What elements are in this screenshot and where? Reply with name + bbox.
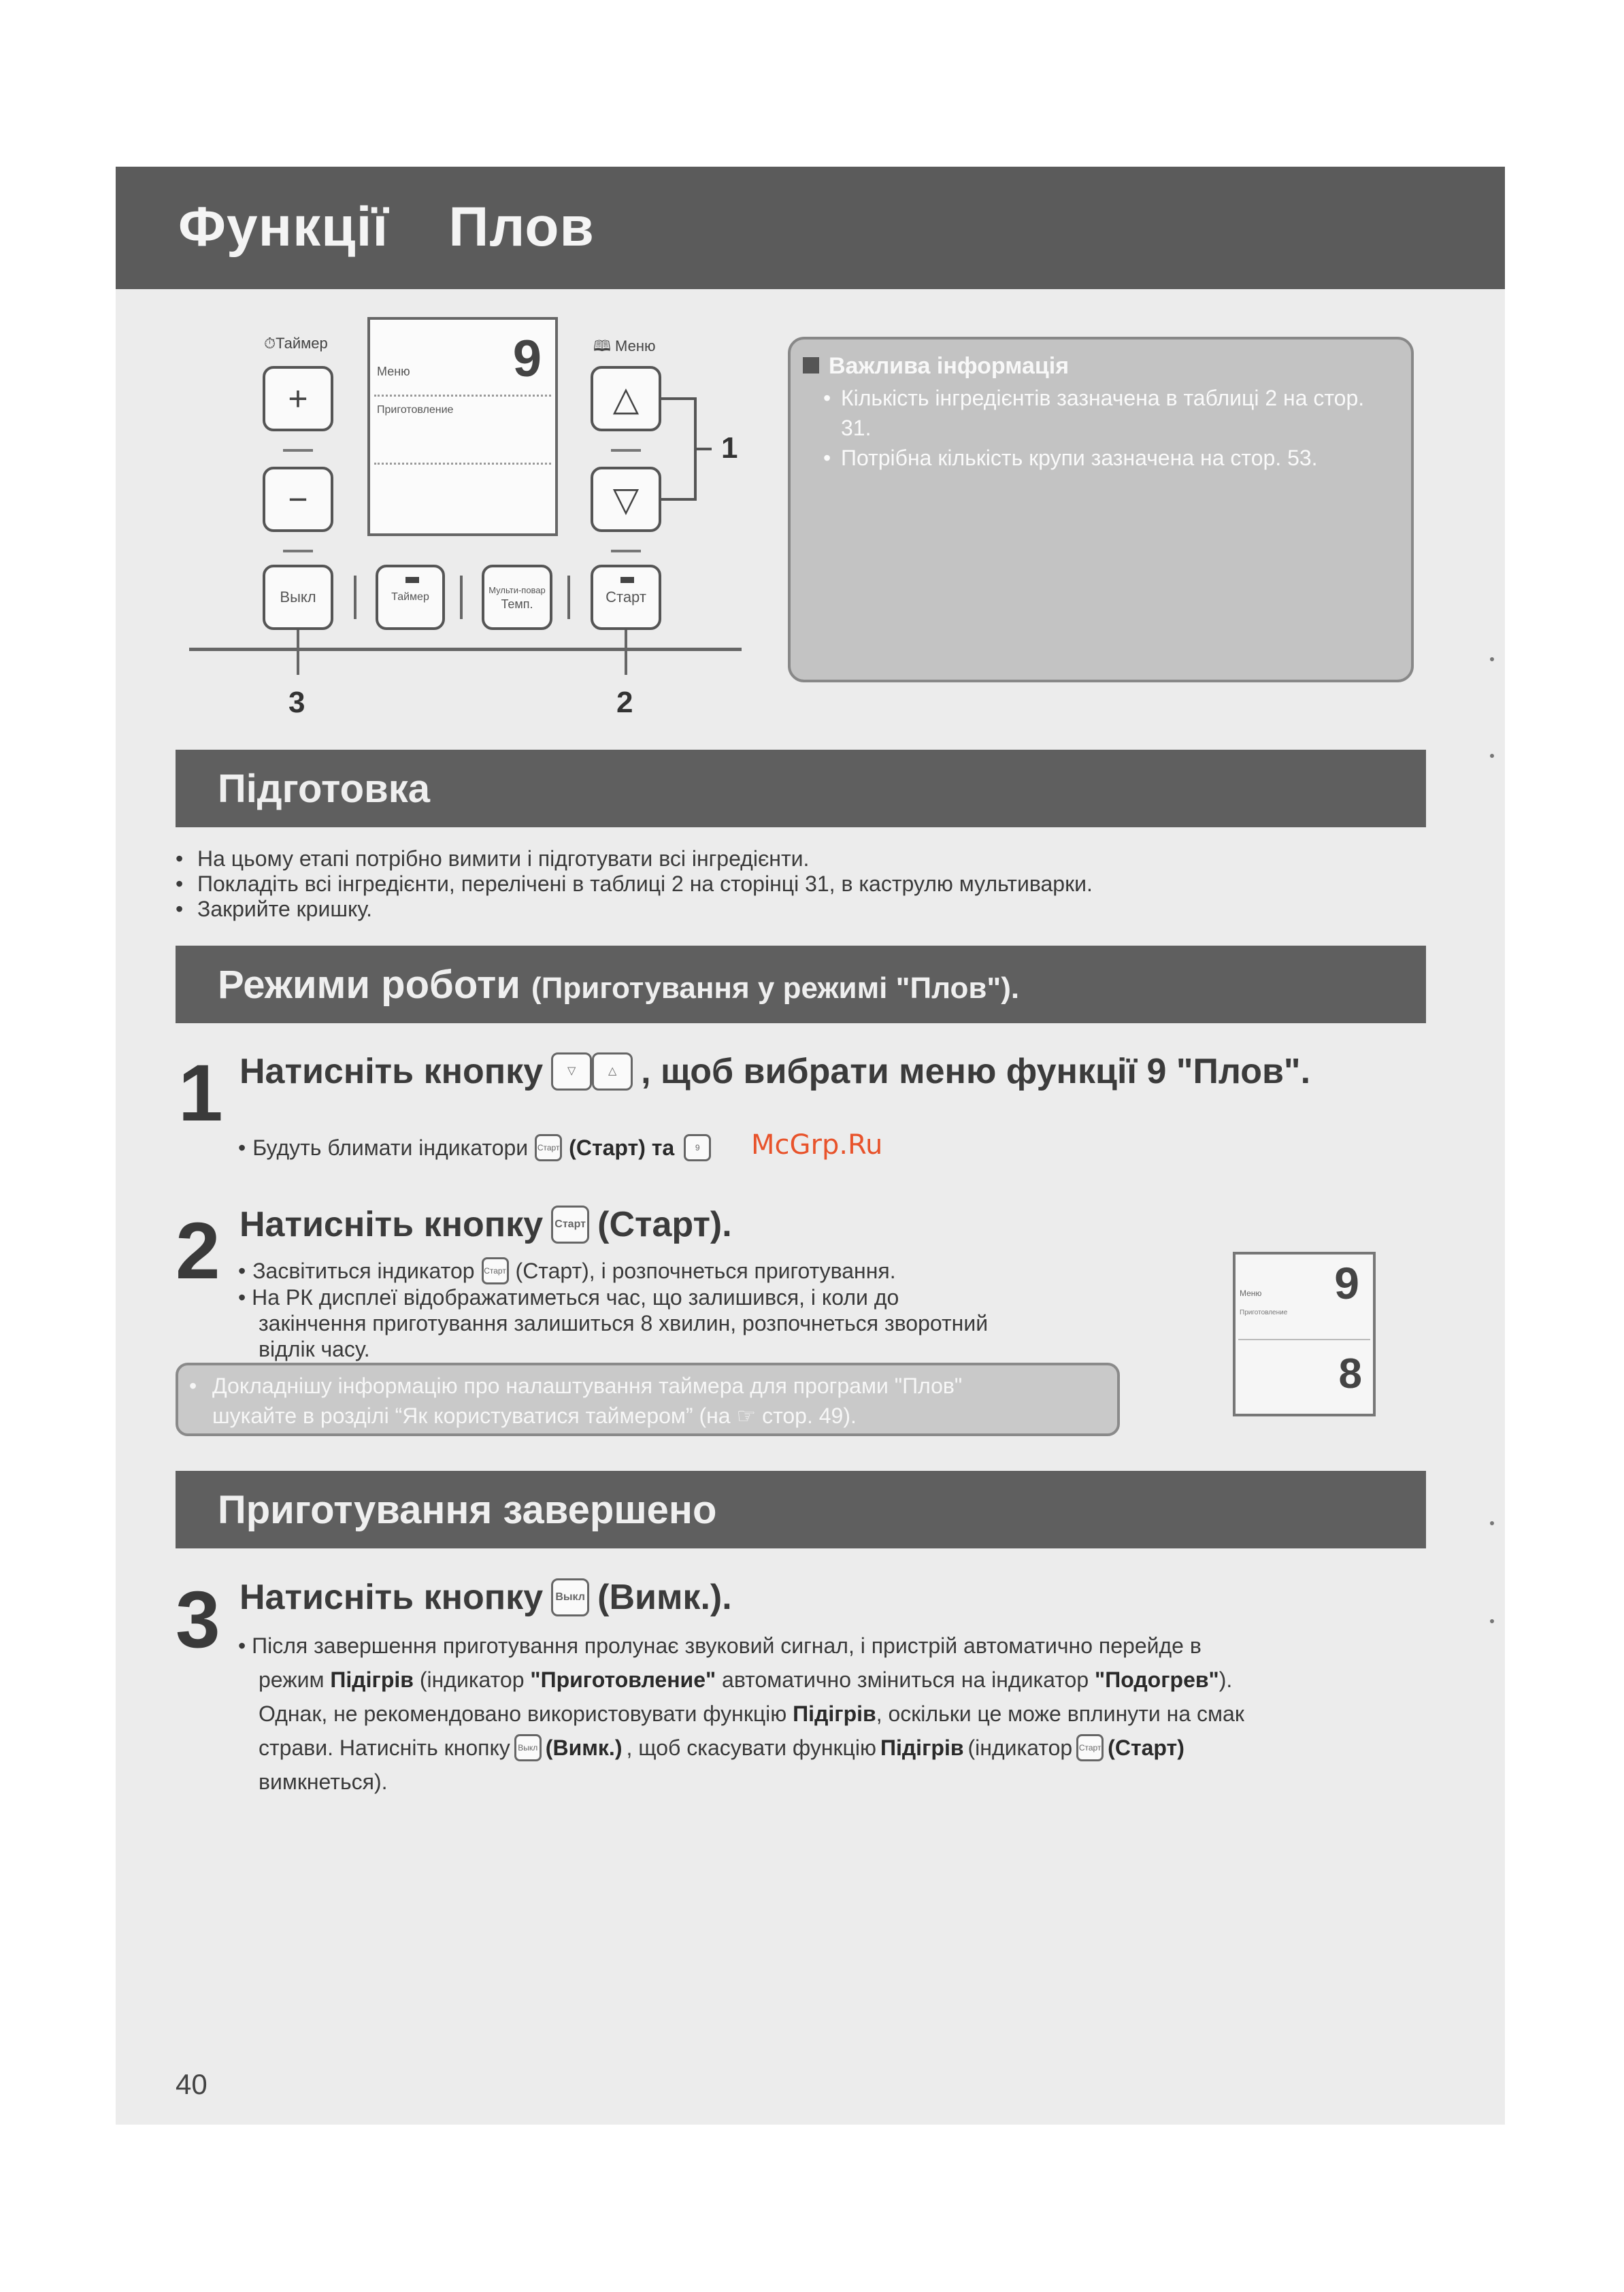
list-item: • Покладіть всі інгредієнти, перелічені в таблиці 2 на сторінці 31, в каструлю мультиварки. [176,871,1093,897]
divider [283,449,313,452]
down-key-icon: ▽ [551,1052,592,1091]
lcd-cooking-label: Приготовление [1240,1309,1288,1316]
start-key-icon: Старт [1076,1734,1104,1761]
lcd-minutes: 8 [1338,1350,1362,1397]
digit-indicator-icon: 9 [684,1134,711,1161]
section-done [176,1471,1426,1548]
scan-mark [1490,657,1494,661]
step-2-bullets: • Засвітиться індикатор Старт (Старт), і розпочнеться приготування. • На РК дисплеї відображатиметься час, що залишився, і коли до закінчення приготування залишиться 8 хвилин, розпочнеться зворотний відлік часу. [238,1259,989,1361]
callout-3: 3 [288,686,305,719]
timer-note-box [176,1363,1120,1436]
start-key-icon: Старт [551,1206,589,1244]
start-button[interactable]: Старт [591,565,661,630]
note-text: • Докладнішу інформацію про налаштування таймера для програми "Плов" шукайте в розділі “Як користуватися таймером” (на ☞ стор. 49). [212,1371,962,1431]
menu-label: 🕮 Меню [593,337,656,354]
step-3-text: • Після завершення приготування пролунає звуковий сигнал, і пристрій автоматично перейде в режим Підігрів (індикатор "Приготовление" автоматично зміниться на індикатор "Подогрев"). Однак, не рекомендовано використовувати функцію Підігрів, оскільки це може вплинути на смак страви. Натисніть кнопку Выкл (Вимк.) , щоб скасувати функцію Підігрів (індикатор Старт (Старт) вимкнеться). [238,1633,1244,1794]
step-3-heading: Натисніть кнопку Выкл (Вимк.). [239,1578,732,1617]
scan-mark [1490,754,1494,758]
callout-2: 2 [616,686,633,719]
lcd-countdown-display [1233,1252,1376,1416]
step-1-heading: Натисніть кнопку ▽ △ , щоб вибрати меню функції 9 "Плов". [239,1052,1311,1091]
section-title: Приготування завершено [218,1488,717,1532]
important-info-box [788,337,1414,682]
section-modes [176,946,1426,1023]
lcd-digit: 9 [1334,1258,1359,1308]
divider [611,550,641,552]
lcd-digit: 9 [512,330,542,388]
list-item: • Закрийте кришку. [176,897,1093,922]
info-list [823,383,1388,473]
scan-mark [1490,1619,1494,1623]
lcd-menu-label: Меню [1240,1289,1262,1298]
off-key-icon: Выкл [551,1578,589,1616]
timer-button[interactable]: Таймер [376,565,445,630]
info-item: • Потрібна кількість крупи зазначена на стор. 53. [823,443,1388,473]
info-item: • Кількість інгредієнтів зазначена в таблиці 2 на стор. 31. [823,383,1388,443]
divider [283,550,313,552]
callout-1: 1 [721,431,738,465]
section-preparation [176,750,1426,827]
multi-cook-button[interactable]: Мульти-повар Темп. [482,565,552,630]
lcd-menu-label: Меню [377,365,410,378]
down-arrow-button[interactable]: ▽ [591,467,661,532]
page-title: Функції Плов [178,196,595,258]
panel-edge [189,648,742,651]
plus-button[interactable]: + [263,366,333,431]
step-1-bullet: • Будуть блимати індикатори Старт (Старт) та 9 [238,1131,711,1165]
step-number: 1 [178,1048,223,1138]
up-key-icon: △ [592,1052,633,1091]
callout-1-bracket [661,397,723,506]
step-number: 2 [176,1206,220,1296]
step-number: 3 [176,1575,220,1665]
lcd-display [367,317,558,536]
timer-label: ⏱Таймер [264,335,328,352]
divider [611,449,641,452]
section-title: Режими роботи (Приготування у режимі "Плов"). [218,963,1020,1007]
list-item: • На цьому етапі потрібно вимити і підготувати всі інгредієнти. [176,846,1093,871]
start-key-icon: Старт [482,1257,509,1284]
control-panel-diagram [184,313,742,721]
watermark: McGrp.Ru [751,1129,883,1161]
preparation-list [176,846,1093,922]
section-title: Підготовка [218,767,431,811]
page-number: 40 [176,2068,208,2100]
step-2-heading: Натисніть кнопку Старт (Старт). [239,1205,732,1244]
title-bar [116,167,1505,289]
start-key-icon: Старт [535,1134,562,1161]
info-title: Важлива інформація [829,353,1070,379]
up-arrow-button[interactable]: △ [591,366,661,431]
off-key-icon: Выкл [514,1734,542,1761]
off-button[interactable]: Выкл [263,565,333,630]
minus-button[interactable]: − [263,467,333,532]
scan-mark [1490,1521,1494,1525]
lcd-cooking-label: Приготовление [377,404,454,416]
